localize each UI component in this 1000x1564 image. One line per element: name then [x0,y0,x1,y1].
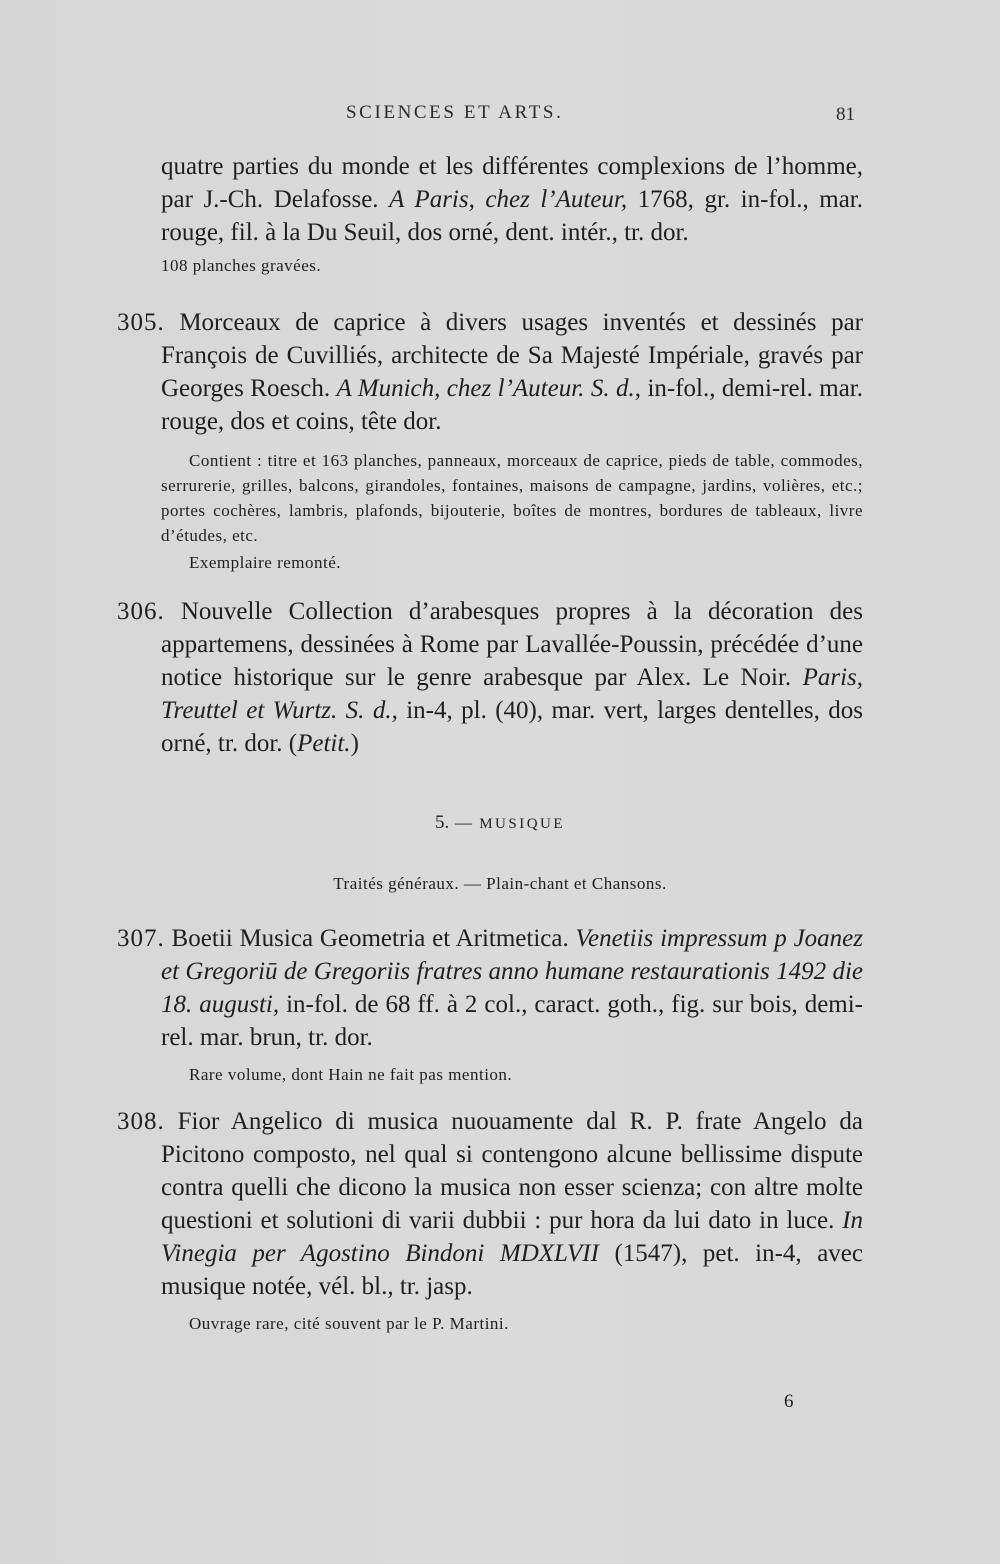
entry-note-text: Rare volume, dont Hain ne fait pas mention. [189,1065,513,1084]
running-title: SCIENCES ET ARTS. [346,102,564,123]
section-dash: — [454,813,474,832]
signature-mark: 6 [784,1391,794,1412]
entry-note [117,448,863,548]
catalog-entry-continuation [117,150,863,278]
entry-text-part: Nouvelle Collection d’arabesques propres à la décoration des appartemens, dessinées à Rome par Lavallée-Poussin, précédée d’une notice historique sur le genre arabesque par Alex. Le Noir. [161,598,863,691]
entry-number: 305. [117,309,165,336]
entry-note [117,253,863,278]
entry-text [117,595,863,760]
entry-text-part: in-fol. de 68 ff. à 2 col., caract. goth., fig. sur bois, demi-rel. mar. brun, tr. dor. [161,991,864,1051]
entry-text-part: ) [350,730,359,757]
entry-text-part: Morceaux de caprice à divers usages inventés et dessinés par François de Cuvilliés, architecte de Sa Majesté Impériale, gravés par Georges Roesch. [161,309,863,402]
entry-text-part: Boetii Musica Geometria et Aritmetica. [164,925,576,952]
entry-imprint: A Paris, chez l’Auteur, [389,186,628,213]
entry-text [117,150,863,249]
entry-imprint: Paris, Treuttel et Wurtz. S. d., [161,664,863,724]
section-heading [0,812,1000,834]
entry-note [117,1062,863,1087]
entry-imprint: Venetiis impressum p Joanez et Gregoriū de Gregoriis fratres anno humane restaurationis 1492 die 18. augusti, [161,925,863,1018]
entry-text [117,1105,863,1303]
page-number: 81 [836,104,855,125]
entry-note-text: 108 planches gravées. [161,256,322,275]
section-number: 5. [434,812,450,833]
page-content [0,144,1000,1504]
entry-text [117,306,863,438]
entry-text-part: 1768, gr. in-fol., mar. rouge, fil. à la Du Seuil, dos orné, dent. intér., tr. dor. [161,186,863,246]
entry-imprint: A Munich, chez l’Auteur. S. d., [336,375,642,402]
entry-number: 308. [117,1108,165,1135]
catalog-entry-306 [117,595,863,760]
entry-note-text: Exemplaire remonté. [189,553,342,572]
section-subtitle: Traités généraux. — Plain-chant et Chansons. [333,874,667,893]
entry-text-part: in-fol., demi-rel. mar. rouge, dos et coins, tête dor. [161,375,863,435]
entry-note-text: Contient : titre et 163 planches, panneaux, morceaux de caprice, pieds de table, commodes, serrurerie, grilles, balcons, girandoles, fontaines, maisons de campagne, jardins, volières, etc.; portes cochères, lambris, plafonds, bijouterie, boîtes de montres, bordures de tableaux, livre d’études, etc. [161,451,863,545]
entry-number: 307. [117,925,165,952]
entry-text-part: (1547), pet. in-4, avec musique notée, vél. bl., tr. jasp. [161,1240,863,1300]
catalog-entry-305 [117,306,863,575]
entry-note-text: Ouvrage rare, cité souvent par le P. Martini. [189,1314,509,1333]
entry-text-part: in-4, pl. (40), mar. vert, larges dentelles, dos orné, tr. dor. ( [161,697,864,757]
entry-number: 306. [117,598,165,625]
section-title: MUSIQUE [479,816,566,832]
entry-imprint: In Vinegia per Agostino Bindoni MDXLVII [161,1207,863,1267]
catalog-entry-307 [117,922,863,1087]
entry-note [117,1311,863,1336]
entry-note [117,550,863,575]
catalog-entry-308 [117,1105,863,1336]
page-header [0,102,1000,130]
entry-text [117,922,863,1054]
entry-text-part: Fior Angelico di musica nuouamente dal R. P. frate Angelo da Picitono composto, nel qual si contengono alcune bellissime dispute contra quelli che dicono la musica non esser scienza; con altre molte questioni et solutioni di varii dubbii : pur hora da lui dato in luce. [161,1108,863,1234]
entry-text-part: quatre parties du monde et les différentes complexions de l’homme, par J.-Ch. Delafosse. [161,153,863,213]
entry-binder: Petit. [297,730,351,757]
